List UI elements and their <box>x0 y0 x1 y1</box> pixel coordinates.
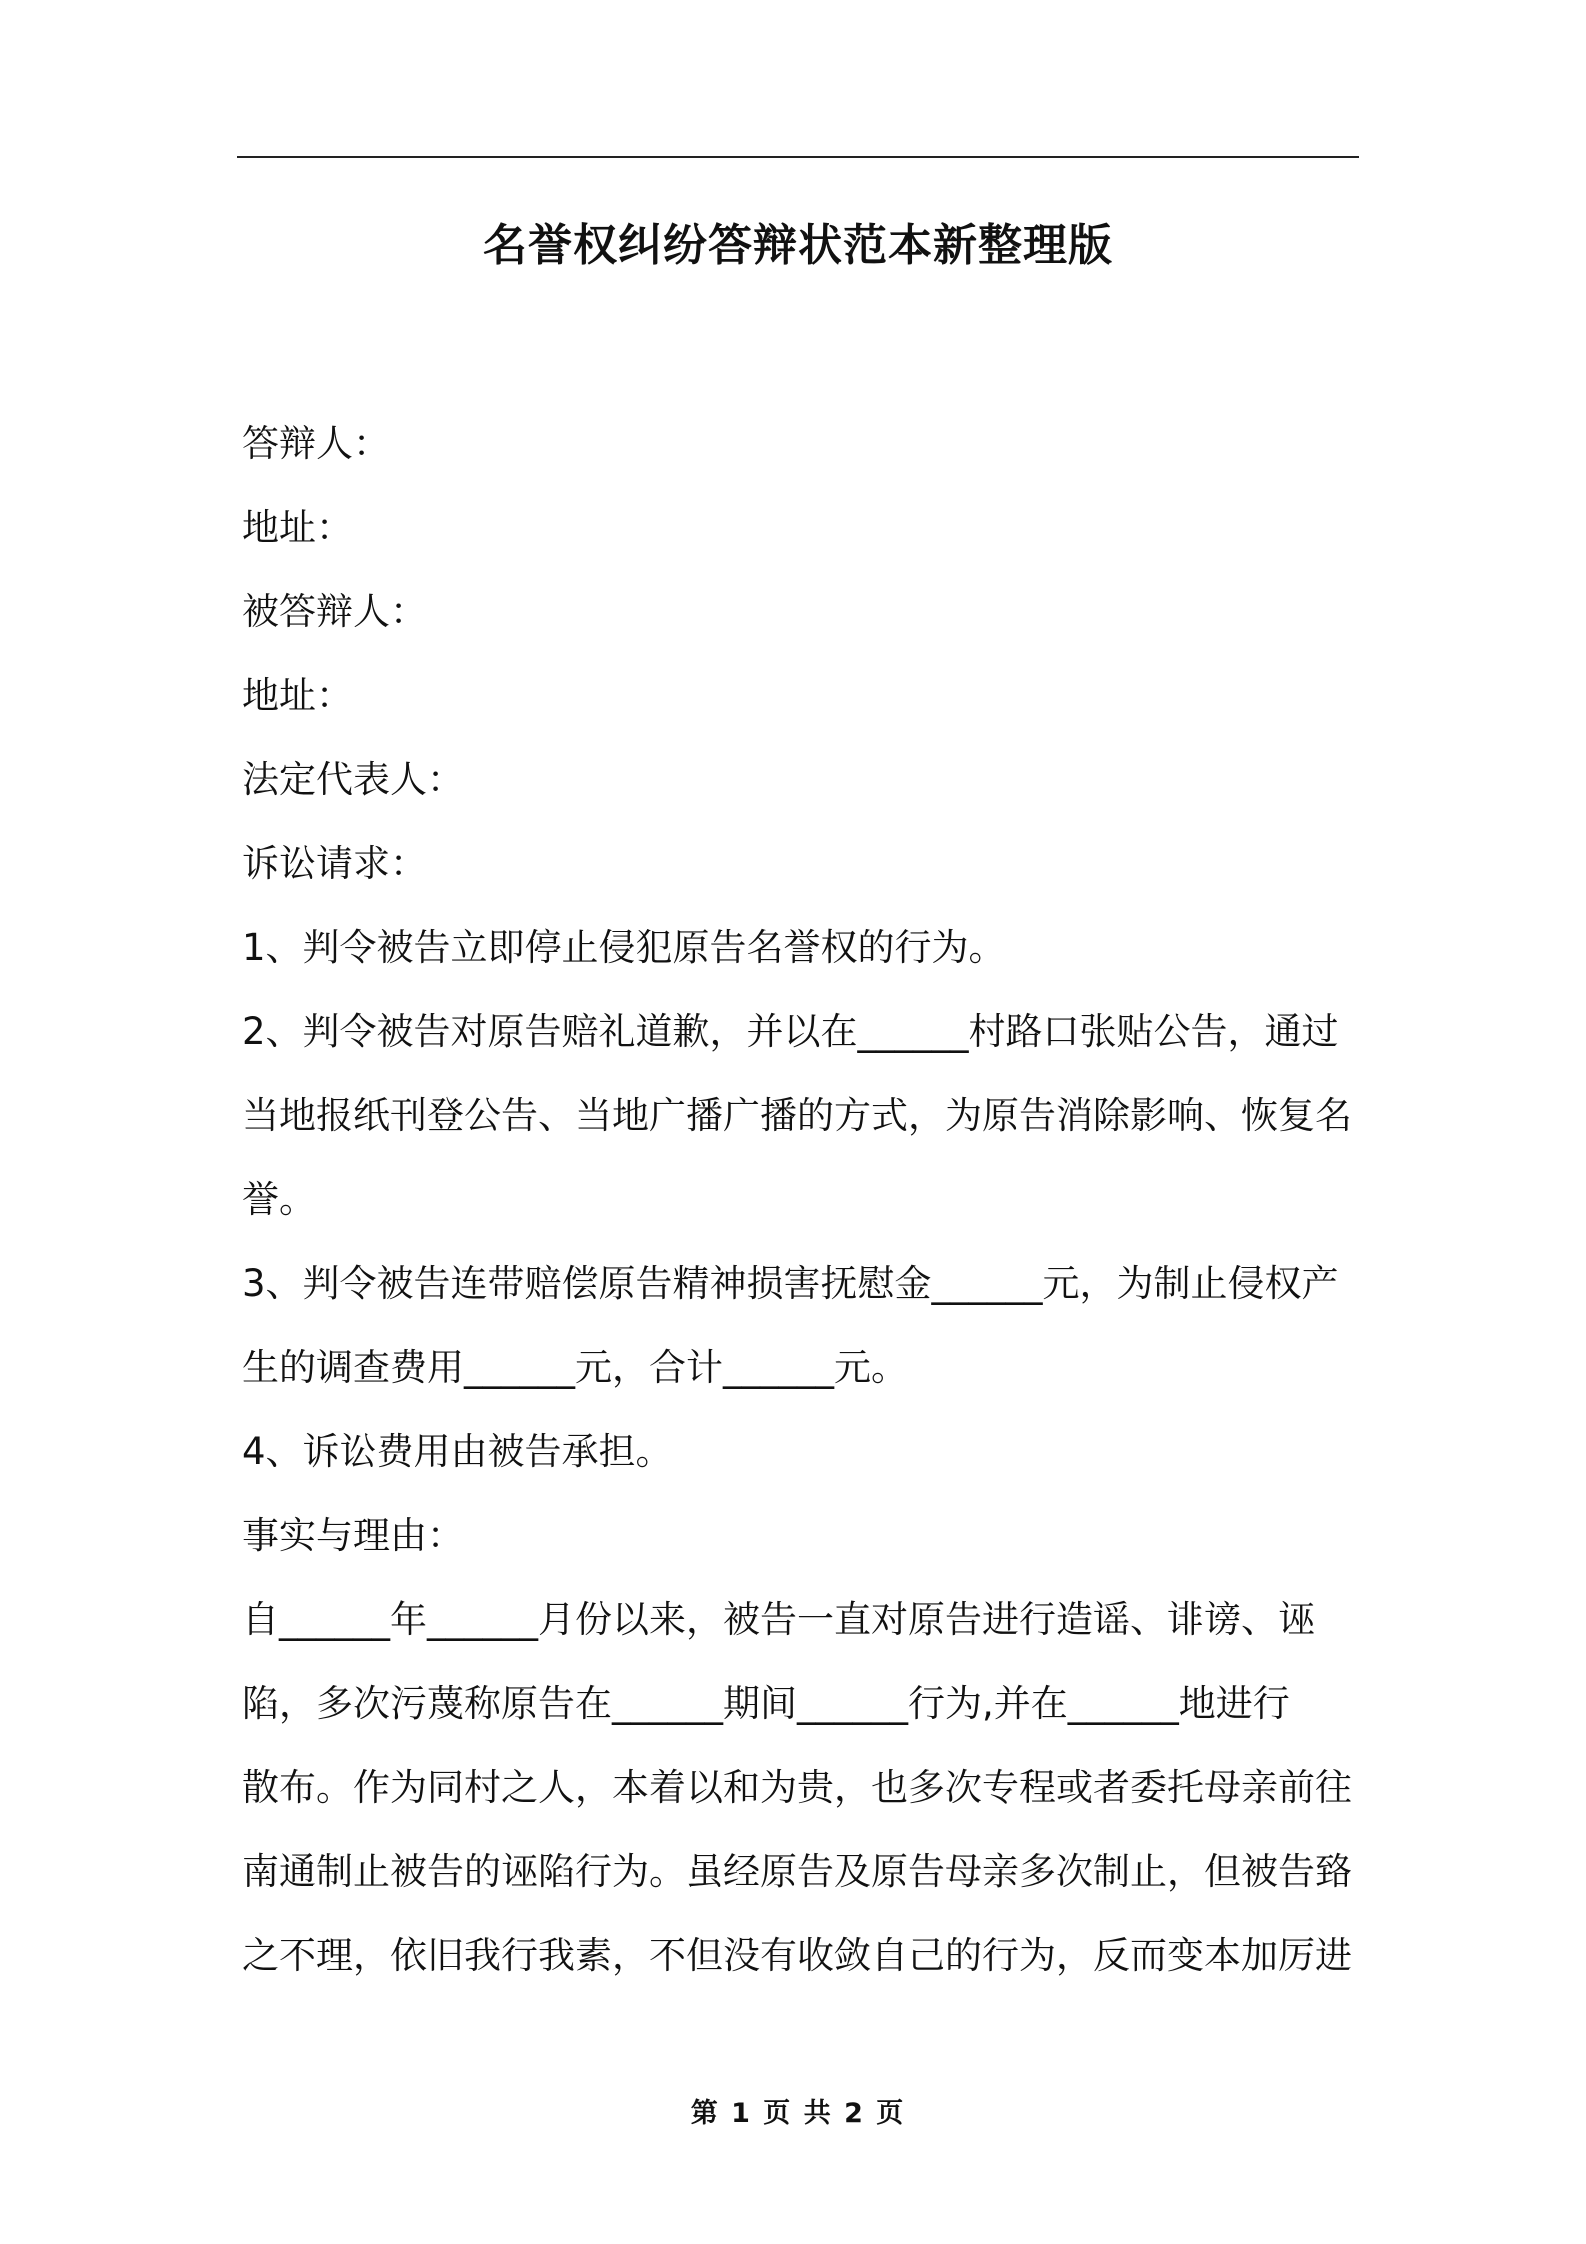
document-title: 名誉权纠纷答辩状范本新整理版 <box>483 220 1113 271</box>
text-line: 地址： <box>242 506 353 549</box>
text-line: 散布。作为同村之人，本着以和为贵，也多次专程或者委托母亲前往 <box>242 1766 1352 1809</box>
text-line: 地址： <box>242 674 353 717</box>
header-rule <box>237 156 1359 158</box>
text-line: 诉讼请求： <box>242 842 427 885</box>
text-line: 自______年______月份以来，被告一直对原告进行造谣、诽谤、诬 <box>242 1598 1315 1641</box>
text-line: 誉。 <box>242 1178 316 1221</box>
text-line: 答辩人： <box>242 422 390 465</box>
text-line: 2、判令被告对原告赔礼道歉，并以在______村路口张贴公告，通过 <box>242 1010 1339 1053</box>
text-line: 被答辩人： <box>242 590 427 633</box>
text-line: 4、诉讼费用由被告承担。 <box>242 1430 673 1473</box>
text-line: 陷，多次污蔑称原告在______期间______行为,并在______地进行 <box>242 1682 1290 1725</box>
text-line: 3、判令被告连带赔偿原告精神损害抚慰金______元，为制止侵权产 <box>242 1262 1339 1305</box>
text-line: 当地报纸刊登公告、当地广播广播的方式，为原告消除影响、恢复名 <box>242 1094 1352 1137</box>
text-line: 1、判令被告立即停止侵犯原告名誉权的行为。 <box>242 926 1006 969</box>
text-line: 之不理，依旧我行我素，不但没有收敛自己的行为，反而变本加厉进 <box>242 1934 1352 1977</box>
page-footer: 第 1 页 共 2 页 <box>690 2098 906 2129</box>
text-line: 生的调查费用______元，合计______元。 <box>242 1346 908 1389</box>
text-line: 法定代表人： <box>242 758 464 801</box>
text-line: 南通制止被告的诬陷行为。虽经原告及原告母亲多次制止，但被告臵 <box>242 1850 1352 1893</box>
document-body <box>242 402 1364 1998</box>
text-line: 事实与理由： <box>242 1514 464 1557</box>
